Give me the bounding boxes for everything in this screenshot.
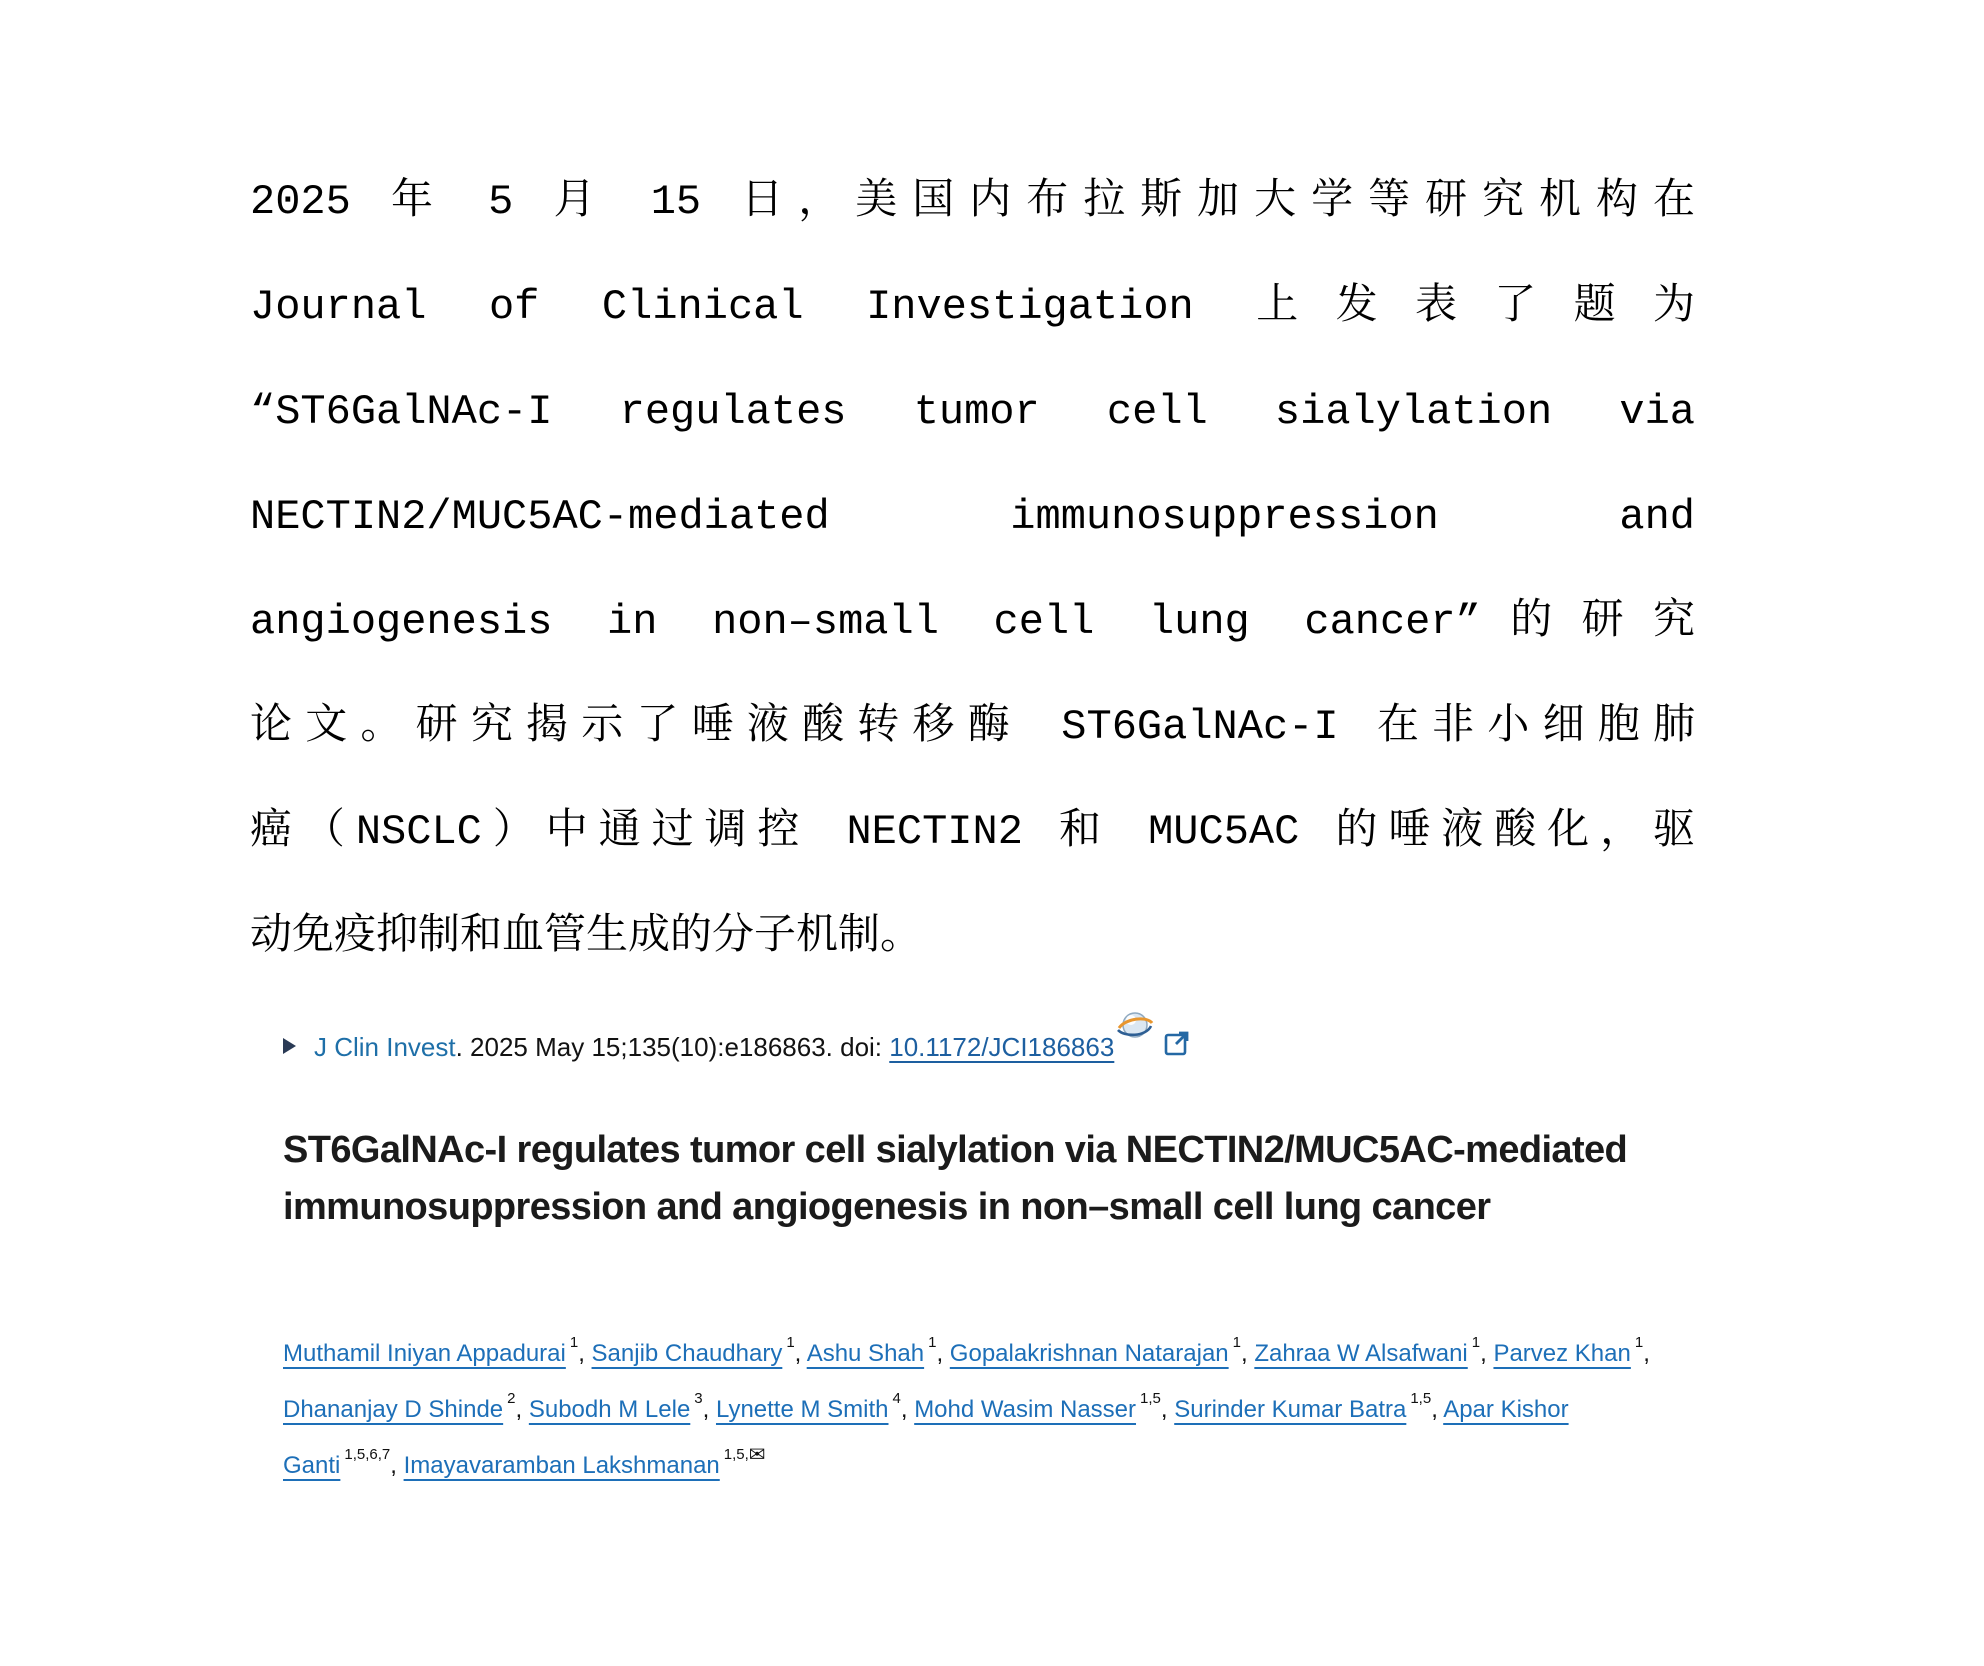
author-affiliation: 1,5,6,7 bbox=[344, 1446, 391, 1463]
summary-line: 2025 年 5 月 15 日，美国内布拉斯加大学等研究机构在 bbox=[250, 178, 1695, 226]
summary-line: Journal of Clinical Investigation 上发表了题为 bbox=[250, 283, 1695, 331]
author-separator: , bbox=[1480, 1340, 1494, 1367]
author-separator: , bbox=[578, 1340, 592, 1367]
citation-line bbox=[283, 1008, 1190, 1062]
author-link[interactable]: Ashu Shah bbox=[806, 1340, 925, 1367]
author-item bbox=[914, 1390, 1175, 1423]
author-link[interactable]: Lynette M Smith bbox=[715, 1396, 889, 1423]
author-affiliation: 1,5 bbox=[1410, 1390, 1432, 1407]
author-link[interactable]: Imayavaramban Lakshmanan bbox=[403, 1452, 720, 1479]
author-separator: , bbox=[936, 1340, 950, 1367]
author-separator: , bbox=[1431, 1396, 1444, 1423]
author-affiliation: 4 bbox=[892, 1390, 901, 1407]
author-item bbox=[806, 1334, 950, 1367]
author-separator: , bbox=[794, 1340, 807, 1367]
author-item bbox=[1254, 1334, 1494, 1367]
author-link[interactable]: Gopalakrishnan Natarajan bbox=[949, 1340, 1229, 1367]
author-item bbox=[283, 1334, 592, 1367]
author-separator: , bbox=[1643, 1340, 1650, 1367]
summary-line: 论文。研究揭示了唾液酸转移酶 ST6GalNAc-I 在非小细胞肺 bbox=[250, 703, 1695, 751]
article-title: ST6GalNAc-I regulates tumor cell sialylation via NECTIN2/MUC5AC-mediated immunosuppression and angiogenesis in non–small cell lung cancer bbox=[283, 1129, 1628, 1228]
author-affiliation: 1,5,✉ bbox=[723, 1444, 766, 1466]
author-affiliation: 1 bbox=[1232, 1334, 1241, 1351]
author-item bbox=[715, 1390, 915, 1423]
citation-details: . 2025 May 15;135(10):e186863. doi: bbox=[455, 1032, 890, 1062]
author-affiliation: 1 bbox=[569, 1334, 579, 1351]
author-item bbox=[1493, 1334, 1650, 1367]
author-link[interactable]: Sanjib Chaudhary bbox=[591, 1340, 783, 1367]
author-affiliation: 1 bbox=[1471, 1334, 1481, 1351]
author-item bbox=[949, 1334, 1255, 1367]
summary-line: 癌（NSCLC）中通过调控 NECTIN2 和 MUC5AC 的唾液酸化，驱 bbox=[250, 808, 1695, 856]
author-affiliation: 1 bbox=[928, 1334, 937, 1351]
author-link[interactable]: Apar Kishor Ganti bbox=[283, 1396, 1569, 1479]
author-separator: , bbox=[1160, 1396, 1175, 1423]
author-link[interactable]: Dhananjay D Shinde bbox=[283, 1396, 504, 1423]
author-separator: , bbox=[390, 1452, 404, 1479]
author-affiliation: 2 bbox=[507, 1390, 516, 1407]
author-link[interactable]: Zahraa W Alsafwani bbox=[1254, 1340, 1468, 1367]
envelope-icon[interactable]: ✉ bbox=[748, 1444, 766, 1466]
author-link[interactable]: Subodh M Lele bbox=[528, 1396, 691, 1423]
author-affiliation: 1,5 bbox=[1140, 1390, 1161, 1407]
author-link[interactable]: Surinder Kumar Batra bbox=[1174, 1396, 1407, 1423]
author-separator: , bbox=[900, 1396, 915, 1423]
author-item bbox=[1174, 1390, 1444, 1423]
external-link-icon[interactable] bbox=[1164, 1030, 1190, 1063]
doi-link[interactable]: 10.1172/JCI186863 bbox=[889, 1032, 1115, 1062]
summary-line: angiogenesis in non–small cell lung cancer”的研究 bbox=[250, 598, 1695, 646]
author-item bbox=[591, 1334, 807, 1367]
author-affiliation: 1 bbox=[1634, 1334, 1644, 1351]
author-separator: , bbox=[702, 1396, 716, 1423]
cite-triangle-icon[interactable] bbox=[283, 1038, 296, 1054]
summary-line: “ST6GalNAc-I regulates tumor cell sialylation via bbox=[250, 388, 1695, 436]
journal-name-link[interactable]: J Clin Invest bbox=[314, 1032, 456, 1062]
author-affiliation: 1 bbox=[786, 1334, 795, 1351]
summary-line: NECTIN2/MUC5AC-mediated immunosuppression and bbox=[250, 493, 1695, 541]
summary-line: 动免疫抑制和血管生成的分子机制。 bbox=[250, 913, 923, 961]
author-item bbox=[528, 1390, 716, 1423]
author-separator: , bbox=[515, 1396, 529, 1423]
author-link[interactable]: Muthamil Iniyan Appadurai bbox=[283, 1340, 566, 1367]
summary-paragraph bbox=[250, 150, 1695, 990]
author-link[interactable]: Parvez Khan bbox=[1493, 1340, 1631, 1367]
author-separator: , bbox=[1240, 1340, 1255, 1367]
journal-linkout-globe-icon[interactable] bbox=[1114, 1008, 1154, 1049]
author-item bbox=[403, 1444, 766, 1479]
author-item bbox=[283, 1390, 529, 1423]
author-list bbox=[283, 1326, 1683, 1494]
author-affiliation: 3 bbox=[694, 1390, 703, 1407]
author-link[interactable]: Mohd Wasim Nasser bbox=[914, 1396, 1137, 1423]
